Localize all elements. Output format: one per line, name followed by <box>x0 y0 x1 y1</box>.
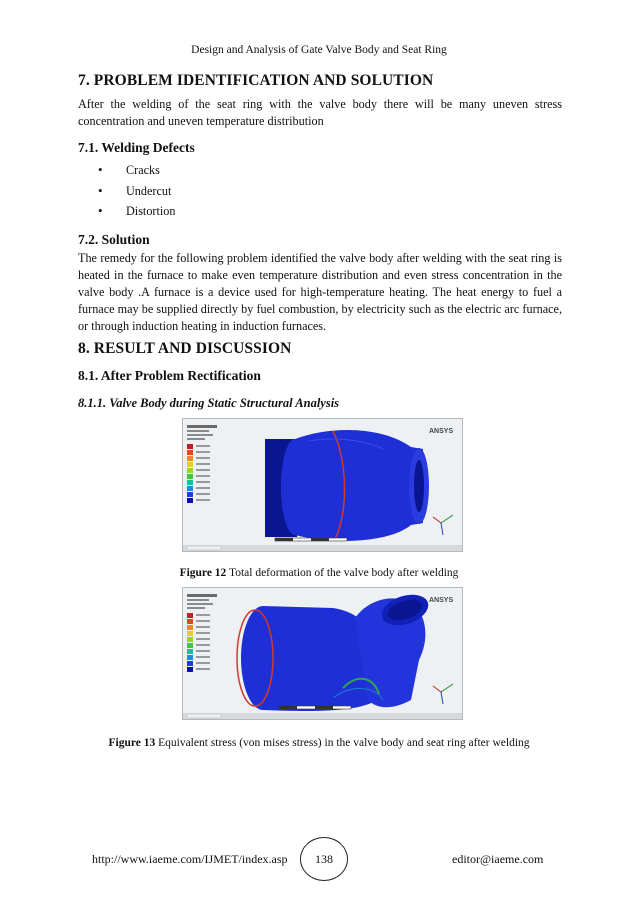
figure-13-caption <box>0 737 638 749</box>
valve-body-model <box>265 430 429 541</box>
running-header: Design and Analysis of Gate Valve Body and Seat Ring <box>191 44 447 56</box>
list-item: • Cracks <box>98 160 175 181</box>
ansys-logo: ANSYS <box>429 597 454 604</box>
scale-bar <box>279 706 351 709</box>
section-7-body: After the welding of the seat ring with the valve body there will be many uneven stress concentration and uneven temperature distribution <box>78 97 562 128</box>
figure-12-caption-text: Total deformation of the valve body after welding <box>228 567 459 579</box>
figure-12-image <box>182 418 463 552</box>
equivalent-stress-render <box>183 588 462 719</box>
figure-12-caption <box>0 567 638 579</box>
total-deformation-render <box>183 419 462 551</box>
welding-defects-list <box>98 160 175 222</box>
section-8-1-1-heading: 8.1.1. Valve Body during Static Structural Analysis <box>78 396 340 410</box>
scale-bar <box>275 538 347 541</box>
list-item: • Distortion <box>98 201 175 222</box>
figure-13-caption-text: Equivalent stress (von mises stress) in the valve body and seat ring after welding <box>158 737 530 749</box>
footer-url[interactable]: http://www.iaeme.com/IJMET/index.asp <box>92 852 288 866</box>
section-7-2-body: The remedy for the following problem identified the valve body after welding with the seat ring is heated in the furnace to make even temperature distribution and even stress concentration in the valve body .A furnace is a device used for high-temperature heating. The heat energy to fuel a furnace may be supplied directly by fuel combustion, by electricity such as the electric arc furnace, or through induction heating in induction furnaces. <box>78 251 562 333</box>
figure-13-image <box>182 587 463 720</box>
section-8-heading: 8. RESULT AND DISCUSSION <box>78 340 292 357</box>
figure-13-label: Figure 13 <box>108 737 156 749</box>
ansys-logo: ANSYS <box>429 428 454 435</box>
figure-12-label: Figure 12 <box>179 567 227 579</box>
section-7-2-heading: 7.2. Solution <box>78 232 150 247</box>
section-8-1-heading: 8.1. After Problem Rectification <box>78 368 261 383</box>
footer-email[interactable]: editor@iaeme.com <box>452 852 544 866</box>
list-item: • Undercut <box>98 181 175 202</box>
page-number: 138 <box>300 837 348 881</box>
section-7-1-heading: 7.1. Welding Defects <box>78 140 195 155</box>
section-7-heading: 7. PROBLEM IDENTIFICATION AND SOLUTION <box>78 72 434 89</box>
